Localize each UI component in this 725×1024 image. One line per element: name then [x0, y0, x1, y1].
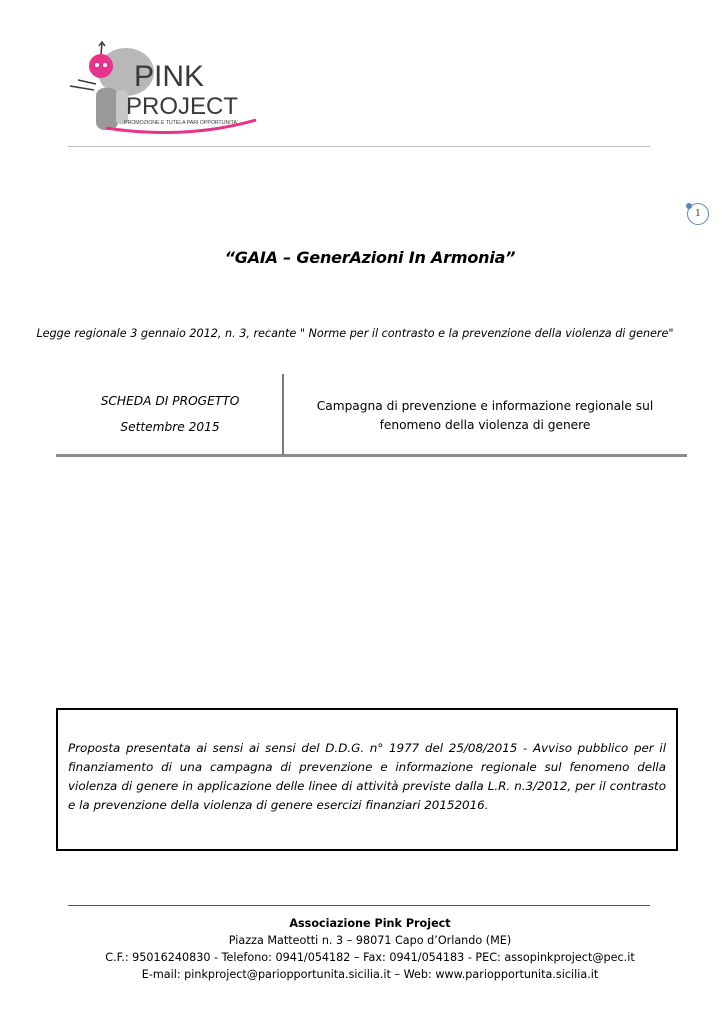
logo-word2: PROJECT: [126, 93, 239, 120]
footer-address: Piazza Matteotti n. 3 – 98071 Capo d’Orlando (ME): [228, 934, 512, 947]
header-divider: [68, 146, 650, 147]
project-sheet-label: [56, 388, 284, 440]
law-reference: Legge regionale 3 gennaio 2012, n. 3, recante " Norme per il contrasto e la prevenzione della violenza di genere": [36, 327, 674, 340]
logo-word1: PINK: [134, 60, 205, 93]
page-number-marker: [687, 203, 709, 225]
footer-web: E-mail: pinkproject@pariopportunita.sicilia.it – Web: www.pariopportunita.sicilia.it: [141, 968, 599, 981]
project-description-line2: fenomeno della violenza di genere: [379, 418, 591, 432]
footer-divider: [68, 905, 650, 906]
project-description-line1: Campagna di prevenzione e informazione regionale sul: [316, 399, 654, 413]
footer: [0, 915, 725, 983]
proposal-text: Proposta presentata ai sensi ai sensi del D.D.G. n° 1977 del 25/08/2015 - Avviso pubblico per il finanziamento di una campagna di prevenzione e informazione regionale sul fenomeno della violenza di genere in applicazione delle linee di attività previste dalla L.R. n.3/2012, per il contrasto e la prevenzione della violenza di genere esercizi finanziari 20152016.: [68, 741, 666, 812]
logo-tagline: PROMOZIONE E TUTELA PARI OPPORTUNITA': [124, 120, 238, 126]
project-divider: [282, 374, 284, 455]
proposal-box: [56, 708, 678, 851]
footer-contacts: C.F.: 95016240830 - Telefono: 0941/054182 – Fax: 0941/054183 - PEC: assopinkproject@pec.it: [105, 951, 635, 964]
page-marker-dot-icon: [686, 203, 692, 209]
footer-organization: Associazione Pink Project: [289, 917, 451, 930]
page-number: 1: [687, 203, 709, 225]
project-description: [300, 397, 670, 435]
project-date: Settembre 2015: [120, 420, 220, 434]
scheda-label: SCHEDA DI PROGETTO: [100, 394, 240, 408]
pink-project-logo: [66, 40, 266, 140]
project-bottom-rule: [56, 454, 687, 457]
logo-graphic: [66, 40, 266, 140]
document-title: “GAIA – GenerAzioni In Armonia”: [224, 248, 516, 267]
